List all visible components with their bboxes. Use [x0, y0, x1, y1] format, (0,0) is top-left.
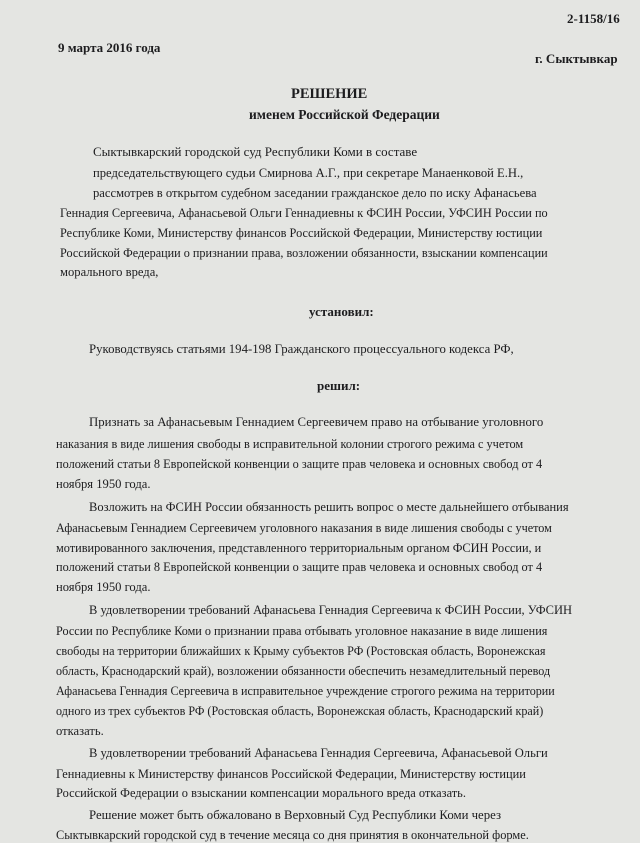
intro-line: председательствующего судьи Смирнова А.Г., при секретаре Манаенковой Е.Н.,	[93, 166, 524, 180]
intro-line: Российской Федерации о признании права, возложении обязанности, взыскании компенсации	[60, 246, 548, 260]
ruling-line: положений статьи 8 Европейской конвенции о защите прав человека и основных свобод от 4	[56, 560, 543, 574]
ruling-line: Возложить на ФСИН России обязанность решить вопрос о месте дальнейшего отбывания	[89, 500, 569, 514]
ruling-line: одного из трех субъектов РФ (Ростовская область, Воронежская область, Краснодарский край)	[56, 704, 544, 718]
document-subtitle: именем Российской Федерации	[249, 107, 440, 122]
established-heading: установил:	[309, 304, 374, 319]
ruling-line: ноября 1950 года.	[56, 580, 151, 594]
ruling-line: Сыктывкарский городской суд в течение месяца со дня принятия в окончательной форме.	[56, 828, 529, 842]
intro-line: Республике Коми, Министерству финансов Российской Федерации, Министерству юстиции	[60, 226, 543, 240]
ruling-line: ноября 1950 года.	[56, 477, 151, 491]
case-number: 2-1158/16	[567, 11, 620, 26]
ruling-line: Российской Федерации о взыскании компенсации морального вреда отказать.	[56, 786, 466, 800]
ruling-line: Признать за Афанасьевым Геннадием Сергеевичем право на отбывание уголовного	[89, 415, 544, 429]
ruling-line: России по Республике Коми о признании права отбывать уголовное наказание в виде лишения	[56, 624, 548, 638]
established-text: Руководствуясь статьями 194-198 Гражданского процессуального кодекса РФ,	[89, 342, 514, 356]
decision-city: г. Сыктывкар	[535, 51, 618, 66]
decision-date: 9 марта 2016 года	[58, 40, 161, 55]
ruling-line: Решение может быть обжаловано в Верховный Суд Республики Коми через	[89, 808, 502, 822]
ruling-line: Афанасьева Геннадия Сергеевича в исправительное учреждение строгого режима на территории	[56, 684, 555, 698]
intro-line: рассмотрев в открытом судебном заседании гражданское дело по иску Афанасьева	[93, 186, 537, 200]
ruling-line: мотивированного заключения, представленного территориальным органом ФСИН России, и	[56, 541, 542, 555]
ruling-line: положений статьи 8 Европейской конвенции о защите прав человека и основных свобод от 4	[56, 457, 543, 471]
intro-line: Геннадия Сергеевича, Афанасьевой Ольги Геннадиевны к ФСИН России, УФСИН России по	[60, 206, 548, 220]
intro-line: морального вреда,	[60, 265, 159, 279]
ruling-line: В удовлетворении требований Афанасьева Геннадия Сергеевича к ФСИН России, УФСИН	[89, 603, 573, 617]
ruling-line: В удовлетворении требований Афанасьева Геннадия Сергеевича, Афанасьевой Ольги	[89, 746, 548, 760]
ruling-line: область, Краснодарский край), возложении обязанности обеспечить незамедлительный перевод	[56, 664, 551, 678]
ruling-line: Афанасьевым Геннадием Сергеевичем уголовного наказания в виде лишения свободы с учетом	[56, 521, 552, 535]
intro-line: Сыктывкарский городской суд Республики Коми в составе	[93, 144, 418, 159]
ruling-line: Геннадиевны к Министерству финансов Российской Федерации, Министерству юстиции	[56, 767, 526, 781]
document-title: РЕШЕНИЕ	[291, 86, 368, 102]
decided-heading: решил:	[317, 378, 361, 393]
ruling-line: отказать.	[56, 724, 104, 738]
ruling-line: свободы на территории ближайших к Крыму субъектов РФ (Ростовская область, Воронежская	[56, 644, 546, 658]
ruling-line: наказания в виде лишения свободы в исправительной колонии строгого режима с учетом	[56, 437, 524, 451]
